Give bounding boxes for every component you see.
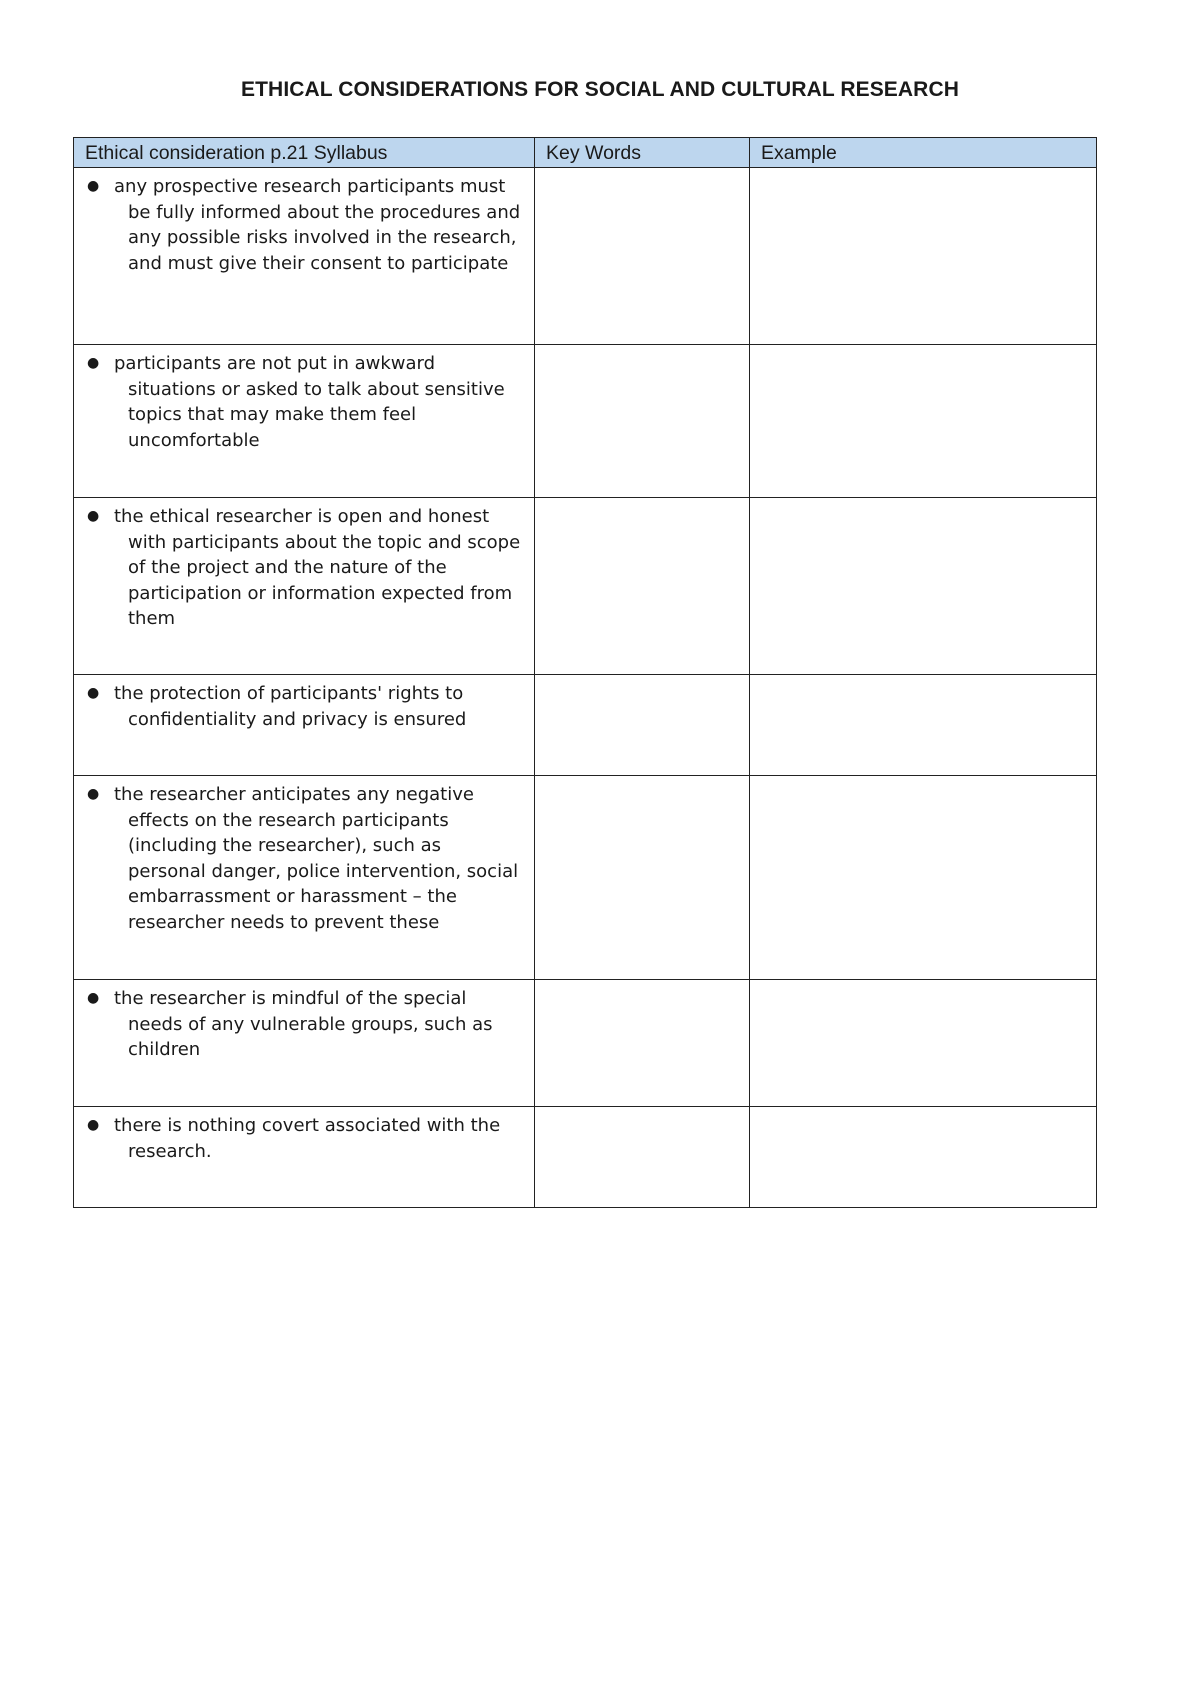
example-cell[interactable] — [750, 980, 1097, 1107]
consideration-cell — [74, 980, 535, 1107]
table-row — [74, 345, 1097, 498]
table-row — [74, 498, 1097, 675]
consideration-text: participants are not put in awkward situations or asked to talk about sensitive topics that may make them feel uncomfortable — [114, 353, 505, 451]
bullet-icon: ● — [87, 1117, 100, 1133]
consideration-text: the ethical researcher is open and honest with participants about the topic and scope of the project and the nature of the participation or information expected from them — [114, 506, 521, 630]
table-row — [74, 168, 1097, 345]
key-words-cell[interactable] — [535, 980, 750, 1107]
table-row — [74, 675, 1097, 776]
ethical-considerations-table — [73, 137, 1097, 1208]
consideration-cell — [74, 345, 535, 498]
key-words-cell[interactable] — [535, 168, 750, 345]
bullet-icon: ● — [87, 508, 100, 524]
consideration-text: there is nothing covert associated with the research. — [114, 1115, 501, 1162]
header-example: Example — [750, 138, 1097, 168]
key-words-cell[interactable] — [535, 498, 750, 675]
bullet-icon: ● — [87, 685, 100, 701]
example-cell[interactable] — [750, 675, 1097, 776]
example-cell[interactable] — [750, 1107, 1097, 1208]
consideration-cell — [74, 498, 535, 675]
bullet-icon: ● — [87, 990, 100, 1006]
bullet-icon: ● — [87, 786, 100, 802]
consideration-cell — [74, 675, 535, 776]
table-row — [74, 776, 1097, 980]
key-words-cell[interactable] — [535, 675, 750, 776]
key-words-cell[interactable] — [535, 1107, 750, 1208]
example-cell[interactable] — [750, 168, 1097, 345]
example-cell[interactable] — [750, 345, 1097, 498]
consideration-text: any prospective research participants must be fully informed about the procedures and any possible risks involved in the research, and must give their consent to participate — [114, 176, 521, 274]
table-header-row — [74, 138, 1097, 168]
header-key-words: Key Words — [535, 138, 750, 168]
key-words-cell[interactable] — [535, 345, 750, 498]
key-words-cell[interactable] — [535, 776, 750, 980]
header-ethical-consideration: Ethical consideration p.21 Syllabus — [74, 138, 535, 168]
table-row — [74, 1107, 1097, 1208]
bullet-icon: ● — [87, 355, 100, 371]
table-row — [74, 980, 1097, 1107]
consideration-text: the researcher anticipates any negative effects on the research participants (including the researcher), such as personal danger, police intervention, social embarrassment or harassment – the researcher needs to prevent these — [114, 784, 519, 933]
page-title: ETHICAL CONSIDERATIONS FOR SOCIAL AND CULTURAL RESEARCH — [241, 78, 959, 101]
example-cell[interactable] — [750, 498, 1097, 675]
bullet-icon: ● — [87, 178, 100, 194]
consideration-cell — [74, 168, 535, 345]
consideration-cell — [74, 1107, 535, 1208]
consideration-cell — [74, 776, 535, 980]
consideration-text: the protection of participants' rights to confidentiality and privacy is ensured — [114, 683, 467, 730]
consideration-text: the researcher is mindful of the special needs of any vulnerable groups, such as children — [114, 988, 493, 1061]
example-cell[interactable] — [750, 776, 1097, 980]
